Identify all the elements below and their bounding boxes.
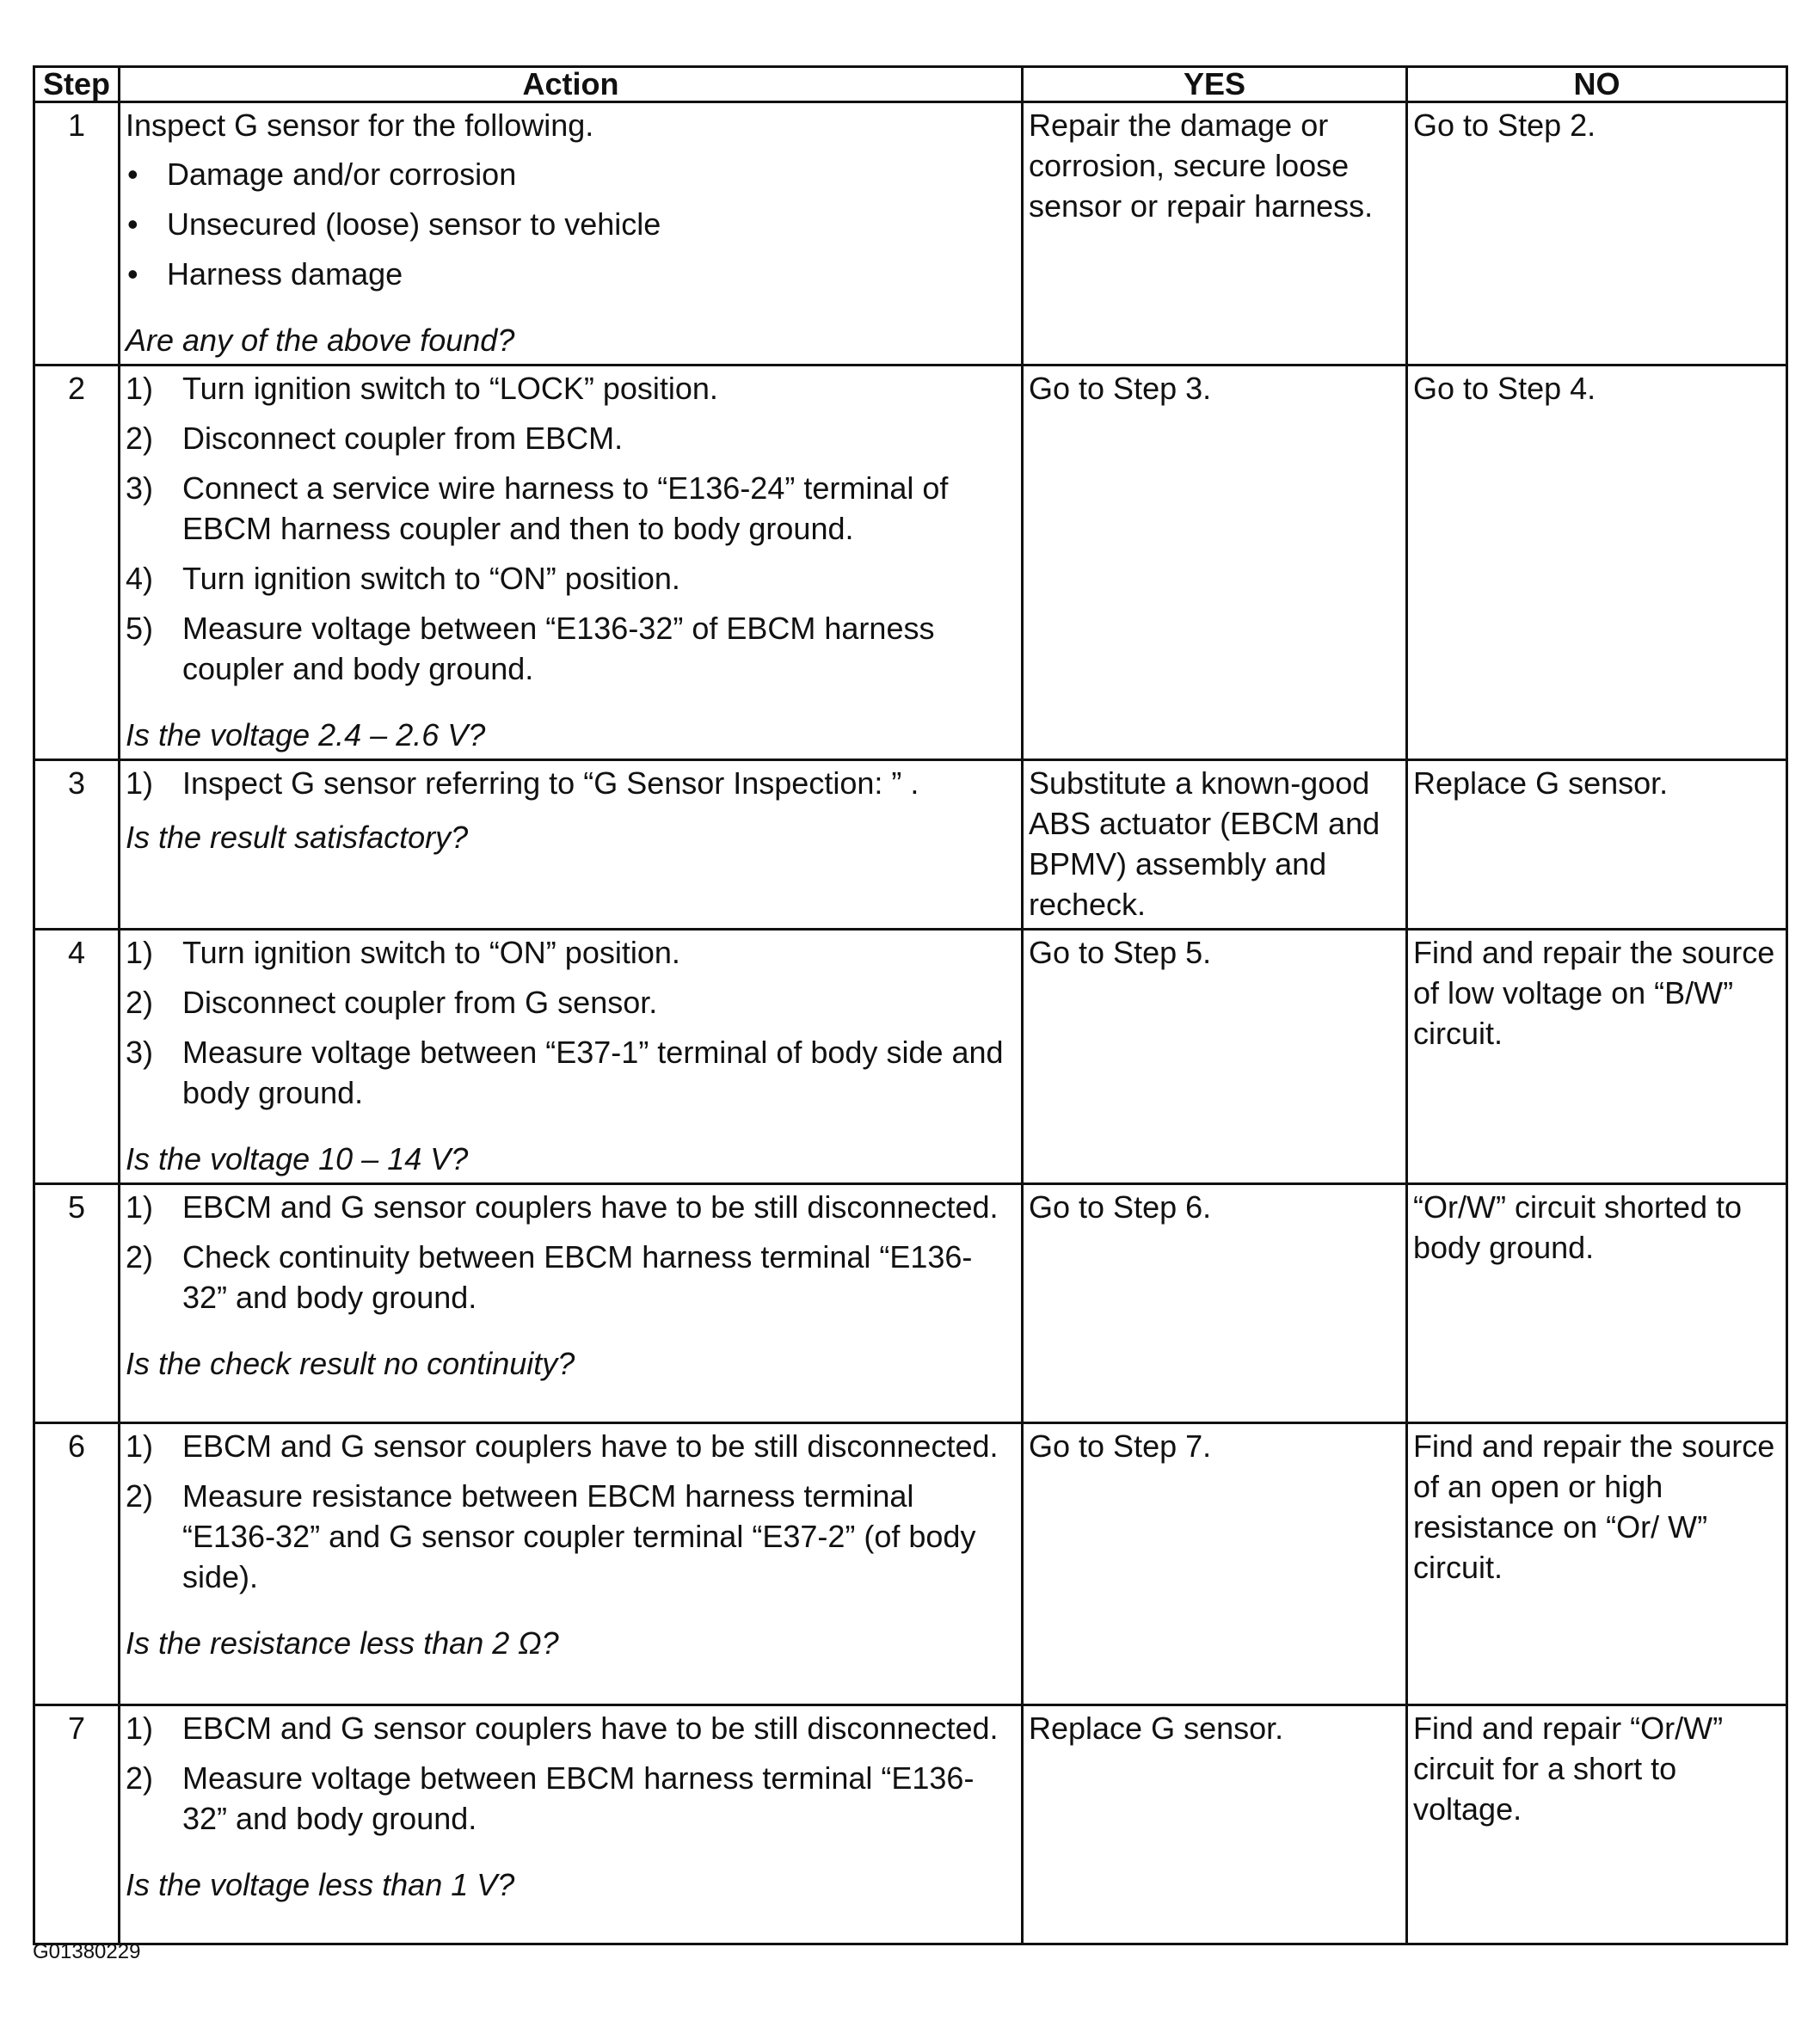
action-item-number: 5) [126, 611, 154, 646]
action-item-text: Disconnect coupler from G sensor. [182, 985, 658, 1020]
action-item [126, 418, 1015, 458]
action-item-text: Inspect G sensor referring to “G Sensor Inspection: ” . [182, 765, 919, 801]
action-item-number: 1) [126, 1428, 154, 1464]
yes-cell: Go to Step 6. [1023, 1184, 1407, 1423]
action-item-number: • [127, 206, 138, 242]
action-question: Is the voltage 2.4 – 2.6 V? [126, 717, 486, 752]
action-item-number: 2) [126, 1760, 154, 1796]
diagnostic-table [33, 65, 1788, 1945]
no-cell: Find and repair the source of low voltage on “B/W” circuit. [1407, 930, 1787, 1184]
action-item [126, 558, 1015, 599]
yes-cell: Repair the damage or corrosion, secure loose sensor or repair harness. [1023, 102, 1407, 365]
action-item-text: Turn ignition switch to “ON” position. [182, 935, 680, 970]
header-step: Step [34, 67, 120, 102]
action-question: Is the result satisfactory? [126, 820, 469, 855]
action-item [126, 763, 1015, 803]
action-cell [120, 930, 1023, 1184]
header-yes: YES [1023, 67, 1407, 102]
action-item-number: 2) [126, 421, 154, 456]
action-item-text: Disconnect coupler from EBCM. [182, 421, 624, 456]
step-number: 6 [34, 1423, 120, 1705]
action-item [126, 1426, 1015, 1466]
figure-id: G01380229 [33, 1940, 141, 1963]
action-item-text: EBCM and G sensor couplers have to be still disconnected. [182, 1711, 999, 1746]
table-row [34, 1423, 1787, 1705]
table-row [34, 1184, 1787, 1423]
action-item-number: 2) [126, 1239, 154, 1275]
action-item-text: Turn ignition switch to “LOCK” position. [182, 371, 718, 406]
step-number: 3 [34, 760, 120, 930]
action-item [126, 1032, 1015, 1113]
table-body [34, 102, 1787, 1944]
table-row [34, 930, 1787, 1184]
action-item-text: Check continuity between EBCM harness terminal “E136-32” and body ground. [182, 1239, 973, 1315]
action-item [126, 254, 1015, 294]
action-item [126, 154, 1015, 194]
action-question: Is the resistance less than 2 Ω? [126, 1625, 559, 1661]
step-number: 4 [34, 930, 120, 1184]
table-row [34, 1705, 1787, 1944]
step-number: 7 [34, 1705, 120, 1944]
table-row [34, 760, 1787, 930]
action-item [126, 468, 1015, 549]
action-item-number: 1) [126, 765, 154, 801]
action-list [126, 1426, 1015, 1597]
action-cell [120, 1423, 1023, 1705]
action-item-number: 4) [126, 561, 154, 596]
action-list [126, 1708, 1015, 1839]
action-item [126, 1758, 1015, 1839]
step-number: 5 [34, 1184, 120, 1423]
step-number: 2 [34, 365, 120, 760]
action-item-text: Turn ignition switch to “ON” position. [182, 561, 680, 596]
action-list [126, 763, 1015, 803]
action-item [126, 1187, 1015, 1227]
no-cell: Go to Step 2. [1407, 102, 1787, 365]
action-list [126, 1187, 1015, 1318]
action-list [126, 932, 1015, 1113]
action-item-number: 3) [126, 470, 154, 506]
action-question: Are any of the above found? [126, 322, 515, 358]
yes-cell: Go to Step 7. [1023, 1423, 1407, 1705]
action-item-number: 1) [126, 935, 154, 970]
action-item-number: 2) [126, 985, 154, 1020]
action-question: Is the voltage 10 – 14 V? [126, 1141, 469, 1176]
action-item [126, 1237, 1015, 1318]
action-item [126, 608, 1015, 689]
action-item [126, 1476, 1015, 1597]
action-item-text: Unsecured (loose) sensor to vehicle [167, 206, 661, 242]
action-item-text: EBCM and G sensor couplers have to be still disconnected. [182, 1189, 999, 1225]
yes-cell: Go to Step 3. [1023, 365, 1407, 760]
action-item [126, 982, 1015, 1023]
action-intro: Inspect G sensor for the following. [126, 107, 594, 143]
action-item-text: Measure voltage between EBCM harness terminal “E136-32” and body ground. [182, 1760, 975, 1836]
action-item-text: EBCM and G sensor couplers have to be still disconnected. [182, 1428, 999, 1464]
no-cell: Find and repair the source of an open or high resistance on “Or/ W” circuit. [1407, 1423, 1787, 1705]
action-question: Is the voltage less than 1 V? [126, 1867, 515, 1902]
action-item [126, 1708, 1015, 1748]
action-question: Is the check result no continuity? [126, 1346, 575, 1381]
action-item-number: 2) [126, 1478, 154, 1514]
table-row [34, 102, 1787, 365]
action-item [126, 204, 1015, 244]
header-action: Action [120, 67, 1023, 102]
no-cell: Go to Step 4. [1407, 365, 1787, 760]
no-cell: “Or/W” circuit shorted to body ground. [1407, 1184, 1787, 1423]
action-item-text: Damage and/or corrosion [167, 157, 517, 192]
action-item-text: Harness damage [167, 256, 403, 292]
yes-cell: Substitute a known-good ABS actuator (EBCM and BPMV) assembly and recheck. [1023, 760, 1407, 930]
action-item [126, 368, 1015, 408]
no-cell: Find and repair “Or/W” circuit for a short to voltage. [1407, 1705, 1787, 1944]
table-row [34, 365, 1787, 760]
action-item-number: 1) [126, 371, 154, 406]
action-item-number: 1) [126, 1189, 154, 1225]
action-list [126, 368, 1015, 689]
action-cell [120, 760, 1023, 930]
action-item-number: 1) [126, 1711, 154, 1746]
yes-cell: Go to Step 5. [1023, 930, 1407, 1184]
diagnostic-table-wrapper [33, 65, 1786, 1945]
action-item [126, 932, 1015, 973]
no-cell: Replace G sensor. [1407, 760, 1787, 930]
header-row [34, 67, 1787, 102]
action-cell [120, 1184, 1023, 1423]
step-number: 1 [34, 102, 120, 365]
yes-cell: Replace G sensor. [1023, 1705, 1407, 1944]
action-item-number: 3) [126, 1035, 154, 1070]
action-item-text: Measure voltage between “E37-1” terminal of body side and body ground. [182, 1035, 1004, 1110]
action-item-number: • [127, 256, 138, 292]
action-cell [120, 1705, 1023, 1944]
action-list [126, 154, 1015, 294]
action-cell [120, 102, 1023, 365]
action-cell [120, 365, 1023, 760]
header-no: NO [1407, 67, 1787, 102]
action-item-text: Connect a service wire harness to “E136-24” terminal of EBCM harness coupler and then to body ground. [182, 470, 949, 546]
action-item-text: Measure voltage between “E136-32” of EBCM harness coupler and body ground. [182, 611, 935, 686]
action-item-number: • [127, 157, 138, 192]
action-item-text: Measure resistance between EBCM harness terminal “E136-32” and G sensor coupler terminal “E37-2” (of body side). [182, 1478, 976, 1594]
